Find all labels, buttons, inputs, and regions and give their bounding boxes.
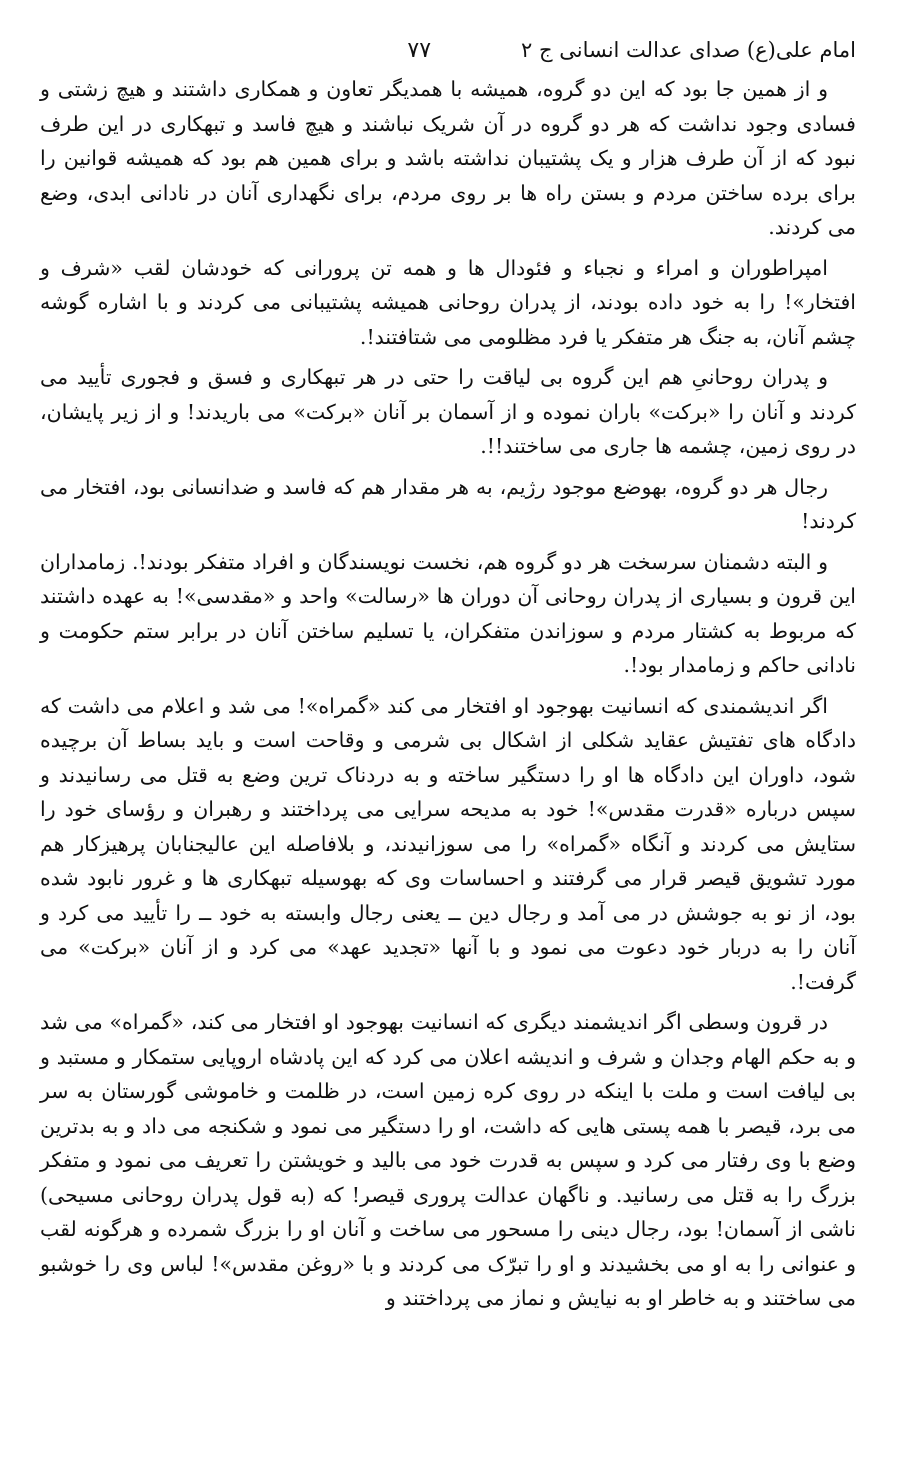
paragraph: رجال هر دو گروه، بهوضع موجود رژیم، به هر مقدار هم که فاسد و ضدانسانی بود، افتخار می کردند! [40,474,856,533]
paragraph: امپراطوران و امراء و نجباء و فئودال ها و همه تن پرورانی که خودشان لقب «شرف و افتخار»! را به خود داده بودند، از پدران روحانی همیشه پشتیبانی می کردند و با اشاره گوشه چشم آنان، به جنگ هر متفکر یا فرد مظلومی می شتافتند!. [40,255,856,349]
book-title: امام علی(ع) صدای عدالت انسانی ج ۲ [521,38,856,62]
paragraph: در قرون وسطی اگر اندیشمند دیگری که انسانیت بهوجود او افتخار می کند، «گمراه» می شد و به حکم الهام وجدان و شرف و اندیشه اعلان می کرد که این پادشاه اروپایی ستمکار و مستبد و بی لیافت است و ملت با اینکه در روی کره زمین است، در ظلمت و خاموشی گورستان به سر می برد، قیصر با همه پستی هایی که داشت، او را دستگیر می نمود و شکنجه می داد و به بدترین وضع با وی رفتار می کرد و سپس به قدرت خود می بالید و خویشتن را تعریف می نمود و متفکر بزرگ را به قتل می رسانید. و ناگهان عدالت پروری قیصر! که (به قول پدران روحانی مسیحی) ناشی از آسمان! بود، رجال دینی را مسحور می ساخت و آنان او را بزرگ شمرده و هرگونه لقب و عنوانی را به او می بخشیدند و او را تبرّک می کردند و با «روغن مقدس»! لباس وی را خوشبو می ساختند و به خاطر او به نیایش و نماز می پرداختند و [40,1010,856,1310]
paragraph: اگر اندیشمندی که انسانیت بهوجود او افتخار می کند «گمراه»! می شد و اعلام می داشت که دادگاه های تفتیش عقاید شکلی از اشکال بی شرمی و وقاحت است و باید بساط آن برچیده شود، داوران این دادگاه ها او را دستگیر ساخته و به دردناک ترین وضع به قتل می رسانیدند و سپس درباره «قدرت مقدس»! خود به مدیحه سرایی می پرداختند و رهبران و رؤسای خود را ستایش می کردند و آنگاه «گمراه» را می سوزانیدند، و بلافاصله این عالیجنابان پرهیزکار هم مورد تشویق قیصر قرار می گرفتند و احساسات وی که بهوسیله تبهکاری ها و غرور نابود شده بود، از نو به جوشش در می آمد و رجال دین ــ یعنی رجال وابسته به خود ــ را تأیید می کرد و آنان را به دربار خود دعوت می نمود و با آنها «تجدید عهد» می کرد و از آنان «برکت» می گرفت!. [40,693,856,994]
book-page [40,32,856,1459]
page-number: ۷۷ [407,38,432,63]
paragraph: و پدران روحانیِ هم این گروه بی لیاقت را حتی در هر تبهکاری و فسق و فجوری تأیید می کردند و آنان را «برکت» باران نموده و از آسمان بر آنان «برکت» می باریدند! و از زیر پایشان، در روی زمین، چشمه ها جاری می ساختند!!. [40,365,856,458]
paragraph: و از همین جا بود که این دو گروه، همیشه با همدیگر تعاون و همکاری داشتند و هیچ زشتی و فسادی وجود نداشت که هر دو گروه در آن شریک نباشند و هیچ فاسد و تبهکاری در این طرف نبود که از آن طرف هزار و یک پشتیبان نداشته باشد و برای همین هم بود که همیشه قوانین را برای برده ساختن مردم و بستن راه ها بر روی مردم، برای نگهداری آنان در نادانی ابدی، وضع می کردند. [40,77,856,239]
paragraph: و البته دشمنان سرسخت هر دو گروه هم، نخست نویسندگان و افراد متفکر بودند!. زمامداران این قرون و بسیاری از پدران روحانی آن دوران ها «رسالت» واحد و «مقدسی»! به عهده داشتند که مربوط به کشتار مردم و سوزاندن متفکران، یا تسلیم ساختن آنان در برابر ستم حکومت و نادانی حاکم و زمامدار بود!. [40,549,856,677]
running-header [40,32,856,72]
body-text [40,72,856,1316]
